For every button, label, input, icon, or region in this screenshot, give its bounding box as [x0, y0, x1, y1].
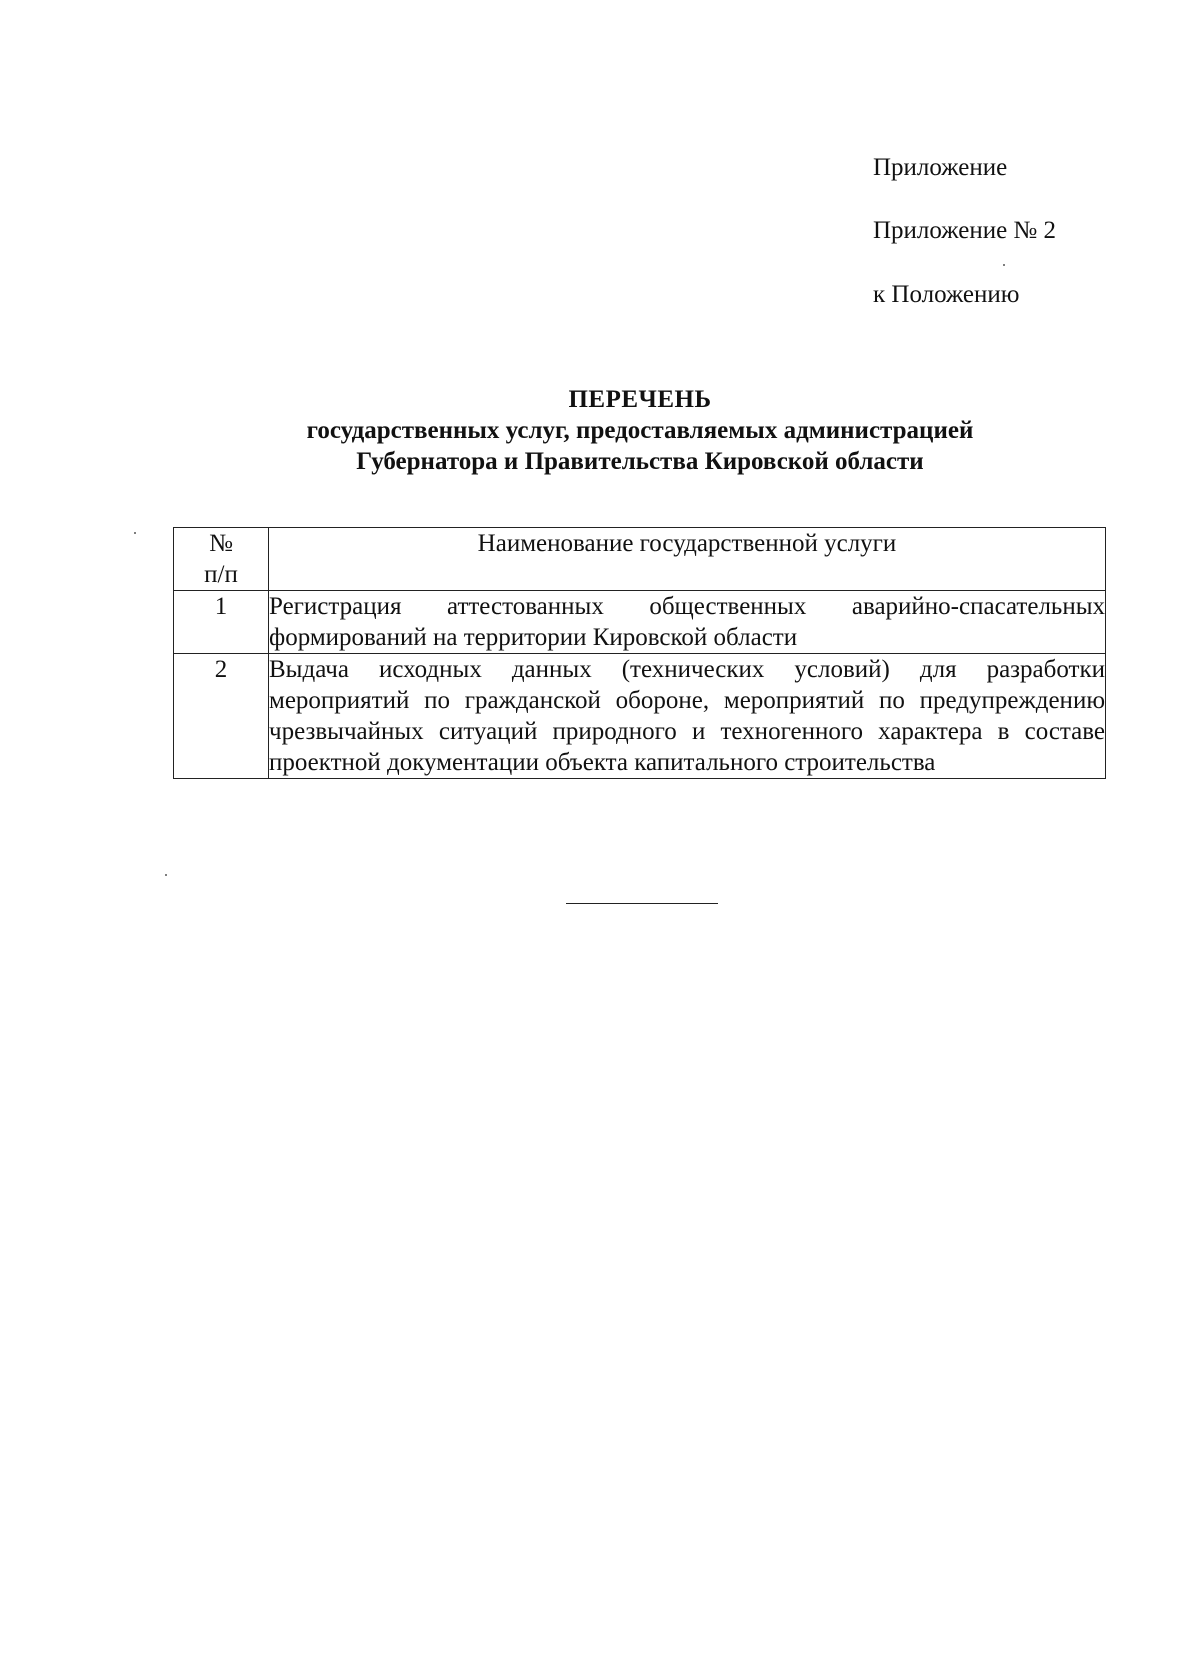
header-name-cell: Наименование государственной услуги: [269, 528, 1106, 591]
row-name-cell: Выдача исходных данных (технических условий) для разработки мероприятий по гражданской обороне, мероприятий по предупреждению чрезвычайных ситуаций природного и техногенного характера в составе проектной документации объекта капитального строительства: [269, 654, 1106, 779]
header-number-sub: п/п: [204, 561, 238, 588]
scan-speck: [134, 532, 136, 534]
row-number-cell: 1: [174, 591, 269, 654]
title-subline-1: государственных услуг, предоставляемых администрацией: [306, 417, 974, 444]
row-name-cell: Регистрация аттестованных общественных аварийно-спасательных формирований на территории Кировской области: [269, 591, 1106, 654]
header-number-sign: №: [209, 530, 233, 557]
title-subline-2: Губернатора и Правительства Кировской области: [356, 448, 924, 475]
table-row: [174, 654, 1106, 779]
table-header-row: [174, 528, 1106, 591]
appendix-reference: к Положению: [873, 281, 1020, 308]
scan-speck: [165, 874, 167, 876]
services-table: [173, 527, 1106, 779]
appendix-label: Приложение: [873, 154, 1008, 181]
header-number-cell: [174, 528, 269, 591]
row-number-cell: 2: [174, 654, 269, 779]
appendix-number: Приложение № 2: [873, 217, 1057, 244]
closing-rule: [566, 903, 718, 904]
document-title: [170, 384, 1110, 477]
title-heading: ПЕРЕЧЕНЬ: [568, 386, 712, 413]
scan-speck: [1003, 264, 1005, 266]
table-row: [174, 591, 1106, 654]
